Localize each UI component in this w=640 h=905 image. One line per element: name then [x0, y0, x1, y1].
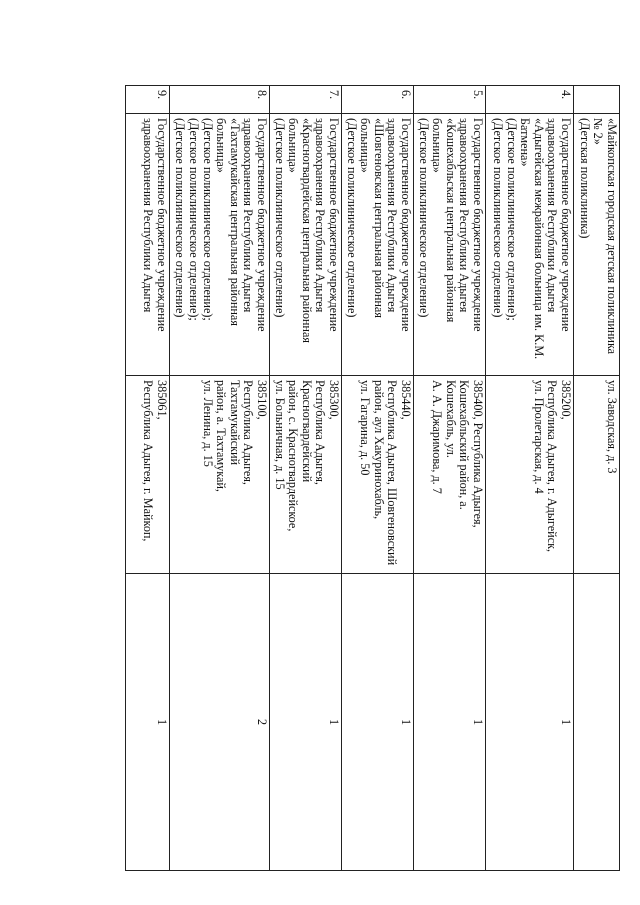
address-line: Республика Адыгея, г. Майкоп, [141, 380, 156, 542]
institution-name-line: (Детская поликлиника) [577, 118, 592, 239]
institution-name-line: «Кошехабльская центральная районная [443, 118, 458, 323]
institution-name-line: здравоохранения Республики Адыгея [385, 118, 400, 313]
institution-name-line: (Детское поликлиническое отделение); [200, 118, 215, 321]
institution-name-line: здравоохранения Республики Адыгея [545, 118, 560, 313]
address-line: 385200, [559, 380, 573, 420]
address-line: Кошехабльский район, а. Кошехабль, ул. [443, 380, 472, 510]
address-cell [126, 376, 170, 574]
row-number: 5. [414, 86, 486, 114]
address-line: район, а. Тахтамукай, [214, 380, 229, 492]
institution-name-line: Государственное бюджетное учреждение [399, 118, 413, 332]
institution-name-line: Государственное бюджетное учреждение [155, 118, 169, 332]
institution-name-line: здравоохранения Республики Адыгея [313, 118, 328, 313]
address-line: ул. Ленина, д. 15 [200, 380, 215, 467]
address-line: ул. Заводская, д. 3 [605, 380, 619, 474]
table-row [486, 86, 574, 871]
rotated-table-container [110, 85, 620, 870]
address-line: 385440, [399, 380, 413, 420]
institution-name-line: Государственное бюджетное учреждение [255, 118, 269, 332]
row-number: 4. [486, 86, 574, 114]
institution-name-cell [170, 114, 270, 376]
address-cell [270, 376, 342, 574]
table-row [574, 86, 620, 871]
row-number: 7. [270, 86, 342, 114]
address-cell [574, 376, 620, 574]
address-line: Республика Адыгея, г. Адыгейск, [545, 380, 560, 553]
institution-name-line: (Детское поликлиническое отделение) [173, 118, 188, 318]
institution-name-line: (Детское поликлиническое отделение); [187, 118, 202, 321]
address-line: Республика Адыгея, Шовгеновский [385, 380, 400, 566]
table-row [342, 86, 414, 871]
address-line: район, с. Красногвардейское, [286, 380, 301, 532]
institution-name-line: Государственное бюджетное учреждение [559, 118, 573, 332]
institution-name-line: здравоохранения Республики Адыгея [457, 118, 472, 313]
address-line: А. А. Джаримова, д. 7 [430, 380, 445, 494]
institution-name-cell [342, 114, 414, 376]
institutions-table [125, 85, 620, 871]
institution-name-line: больница» [358, 118, 373, 173]
institutions-table-body [126, 86, 620, 871]
address-cell [342, 376, 414, 574]
institution-name-line: (Детское поликлиническое отделение) [344, 118, 359, 318]
address-line: ул. Больничная, д. 15 [272, 380, 287, 490]
institution-name-cell [270, 114, 342, 376]
address-line: ул. Пролетарская, д. 4 [531, 380, 546, 494]
institution-name-line: «Тахтамукайская центральная районная [227, 118, 242, 326]
institution-name-cell [414, 114, 486, 376]
count-cell [574, 574, 620, 871]
institution-name-line: № 2» [591, 118, 606, 145]
institution-name-line: «Красногвардейская центральная районная [299, 118, 314, 343]
table-row [170, 86, 270, 871]
address-line: 385400, Республика Адыгея, [471, 380, 485, 528]
count-cell: 1 [414, 574, 486, 871]
row-number: 8. [170, 86, 270, 114]
institution-name-line: больница» [430, 118, 445, 173]
institution-name-line: «Майкопская городская детская поликлиника [605, 118, 619, 355]
institution-name-line: здравоохранения Республики Адыгея [241, 118, 256, 313]
institution-name-line: здравоохранения Республики Адыгея [141, 118, 156, 313]
institution-name-line: Государственное бюджетное учреждение [327, 118, 341, 332]
table-row [126, 86, 170, 871]
institution-name-line: Государственное бюджетное учреждение [471, 118, 485, 332]
row-number: 6. [342, 86, 414, 114]
address-cell [414, 376, 486, 574]
table-row [414, 86, 486, 871]
institution-name-line: (Детское поликлиническое отделение) [272, 118, 287, 318]
address-line: Республика Адыгея, Красногвардейский [299, 380, 328, 485]
address-line: 385100, [255, 380, 269, 420]
institution-name-cell [126, 114, 170, 376]
address-cell [486, 376, 574, 574]
address-cell [170, 376, 270, 574]
table-row [270, 86, 342, 871]
count-cell: 1 [486, 574, 574, 871]
count-cell: 1 [270, 574, 342, 871]
institution-name-line: (Детское поликлиническое отделение) [416, 118, 431, 318]
address-line: 385300, [327, 380, 341, 420]
count-cell: 1 [126, 574, 170, 871]
row-number: 9. [126, 86, 170, 114]
address-line: район, аул Хакуринохабль, [371, 380, 386, 520]
count-cell: 2 [170, 574, 270, 871]
institution-name-cell [574, 114, 620, 376]
institution-name-line: «Шовгеновская центральная районная [371, 118, 386, 318]
institution-name-line: больница» [214, 118, 229, 173]
institution-name-line: Батмена» [518, 118, 533, 167]
count-cell: 1 [342, 574, 414, 871]
institution-name-line: (Детское поликлиническое отделение) [491, 118, 506, 318]
institution-name-line: (Детское поликлиническое отделение); [504, 118, 519, 321]
address-line: ул. Гагарина, д. 50 [358, 380, 373, 476]
address-line: Республика Адыгея, Тахтамукайский [227, 380, 256, 485]
institution-name-line: больница» [286, 118, 301, 173]
institution-name-line: «Адыгейская межрайонная больница им. К.М. [531, 118, 546, 360]
address-line: 385061, [155, 380, 169, 420]
institution-name-cell [486, 114, 574, 376]
row-number [574, 86, 620, 114]
